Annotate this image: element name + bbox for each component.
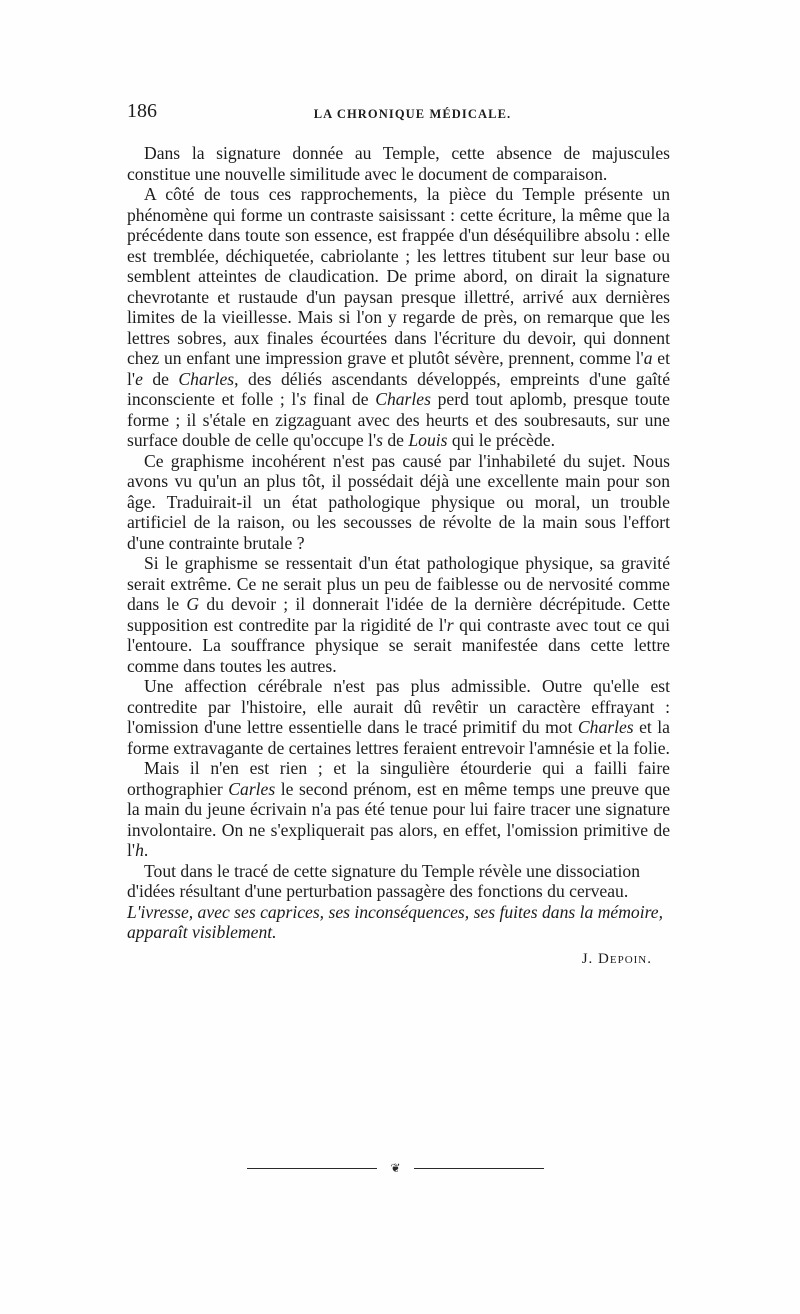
paragraph: [127, 861, 670, 943]
text-run: Mais il n'en est rien ; et la singulière étourderie qui a failli faire orthographier: [127, 758, 670, 799]
italic-run: Charles: [178, 368, 235, 389]
text-run: A côté de tous ces rapprochements, la pièce du Temple présente un phénomène qui forme un contraste saisissant : cette écriture, la même que la précédente dans toute son essence, est frappée d'un déséquilibre absolu : elle est tremblée, déchiquetée, cabriolante ; les lettres titubent sur leur base ou semblent atteintes de claudication. De prime abord, on dirait la signature chevrotante et rustaude d'un paysan presque illettré, arrivé aux dernières limites de la vieillesse. Mais si l'on y regarde de près, on remarque que les lettres sobres, aux finales écourtées dans l'écriture du devoir, qui donnent chez un enfant une impression grave et plutôt sévère, prennent, comme l': [127, 184, 670, 368]
italic-run: Charles: [375, 389, 431, 409]
paragraph: [127, 143, 670, 184]
ornament-rule-right: [414, 1168, 544, 1169]
text-run: de: [142, 368, 179, 389]
italic-run: a: [643, 348, 653, 368]
text-run: de: [382, 430, 409, 450]
paragraph: [127, 758, 670, 861]
italic-run: Carles: [228, 778, 276, 799]
page-number: 186: [127, 100, 157, 122]
italic-run: Louis: [408, 430, 448, 450]
paragraph: [127, 676, 670, 758]
text-run: .: [143, 840, 149, 860]
text-run: perd tout aplomb, presque toute forme ; il s'étale en zigzaguant avec des heurts et des soubresauts, sur une surface double de celle qu'occupe l': [127, 389, 670, 450]
end-ornament: [247, 1163, 544, 1175]
paragraph: [127, 553, 670, 676]
text-run: Tout dans le tracé de cette signature du Temple révèle une dissociation d'idées résultant d'une perturbation passagère des fonctions du cerveau.: [127, 860, 641, 901]
page-header: [127, 100, 670, 130]
text-run: qui contraste avec tout ce qui l'entoure. La souffrance physique se serait manifestée dans cette lettre comme dans toutes les autres.: [127, 614, 670, 676]
italic-run: h: [135, 840, 144, 860]
paragraph: [127, 451, 670, 554]
author-signature: J. Depoin.: [581, 950, 652, 967]
text-run: final de: [306, 389, 376, 409]
ornament-rule-left: [247, 1168, 377, 1169]
italic-run: s: [376, 430, 383, 450]
italic-run: s: [299, 389, 307, 409]
paragraph: [127, 184, 670, 451]
text-run: Une affection cérébrale n'est pas plus admissible. Outre qu'elle est contredite par l'histoire, elle aurait dû revêtir un caractère effrayant : l'omission d'une lettre essentielle dans le tracé primitif du mot: [127, 676, 670, 737]
italic-run: G: [186, 594, 200, 614]
article-body: [127, 143, 670, 969]
italic-run: Charles: [577, 717, 634, 737]
text-run: Si le graphisme se ressentait d'un état pathologique physique, sa gravité serait extrême. Ce ne serait plus un peu de faiblesse ou de nervosité comme dans le: [127, 553, 670, 614]
text-run: le second prénom, est en même temps une preuve que la main du jeune écrivain n'a pas été tenue pour lui faire tracer une signature involontaire. On ne s'expliquerait pas alors, en effet, l'omission primitive de l': [127, 778, 670, 860]
text-run: Dans la signature donnée au Temple, cette absence de majuscules constitue une nouvelle similitude avec le document de comparaison.: [127, 143, 670, 184]
text-run: Ce graphisme incohérent n'est pas causé par l'inhabileté du sujet. Nous avons vu qu'un an plus tôt, il possédait déjà une excellente main pour son âge. Traduirait-il un état pathologique physique ou moral, un trouble artificiel de la raison, ou les secousses de révolte de la main sous l'effort d'une contrainte brutale ?: [127, 450, 670, 553]
italic-run: L'ivresse, avec ses caprices, ses inconséquences, ses fuites dans la mémoire, apparaît visiblement.: [127, 901, 664, 942]
text-run: et la forme extravagante de certaines lettres feraient entrevoir l'amnésie et la folie.: [127, 717, 670, 758]
text-run: , des déliés ascendants développés, empreints d'une gaîté inconsciente et folle ; l': [127, 368, 670, 409]
text-run: qui le précède.: [447, 430, 555, 450]
flourish-icon: ❦: [390, 1161, 401, 1175]
text-run: du devoir ; il donnerait l'idée de la dernière décrépitude. Cette supposition est contredite par la rigidité de l': [127, 594, 671, 635]
italic-run: r: [446, 614, 454, 635]
running-title: LA CHRONIQUE MÉDICALE.: [313, 107, 512, 121]
text-run: et l': [127, 348, 670, 389]
italic-run: e: [135, 368, 143, 389]
